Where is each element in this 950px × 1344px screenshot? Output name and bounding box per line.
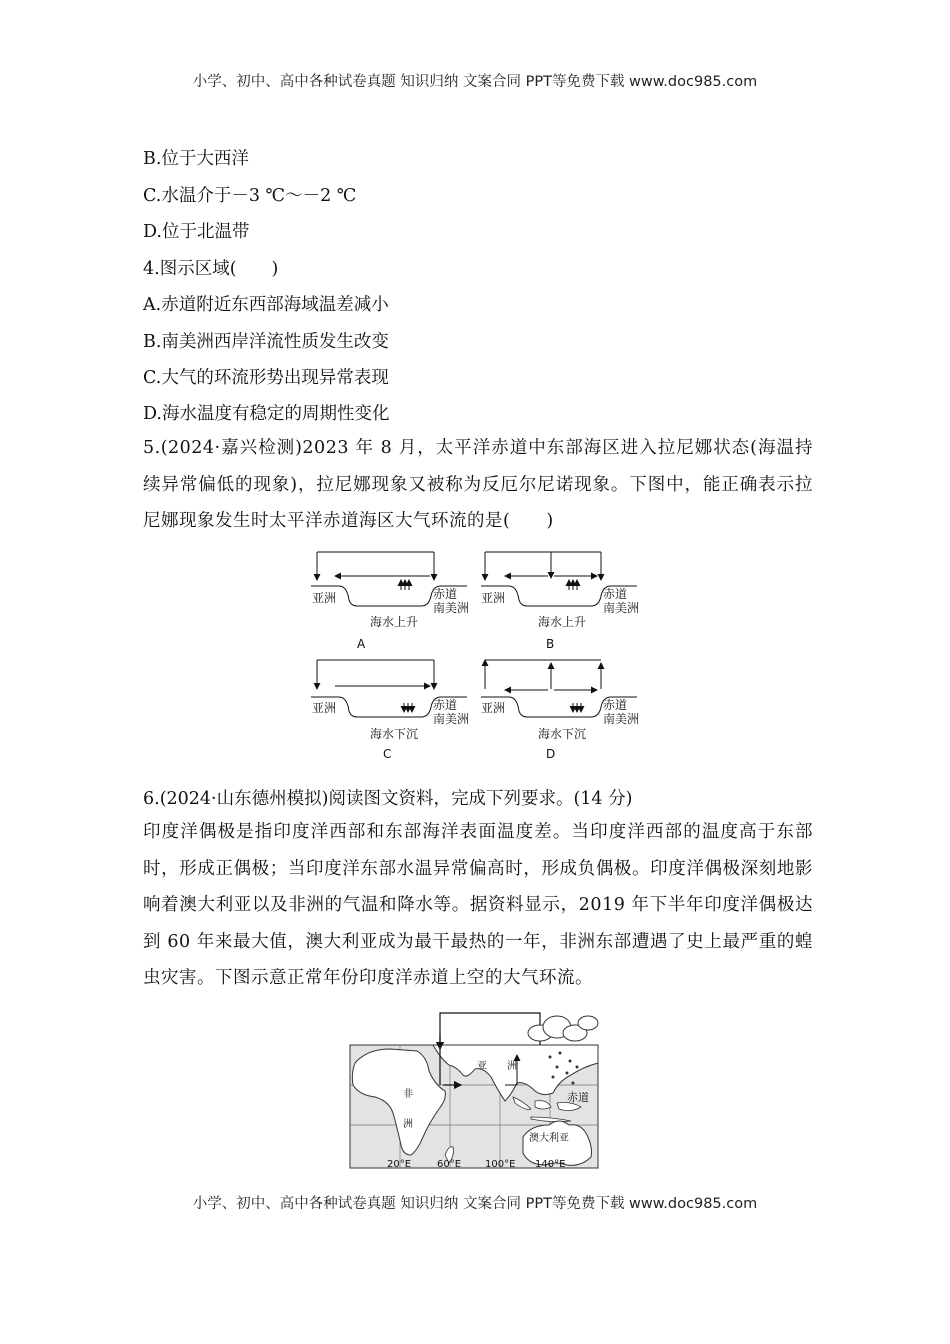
label-south-america-b: 南美洲 bbox=[603, 601, 640, 615]
map-label-africa2: 洲 bbox=[403, 1119, 413, 1130]
label-south-america-c: 南美洲 bbox=[433, 712, 470, 726]
map-label-africa1: 非 bbox=[403, 1089, 413, 1100]
label-asia-b: 亚洲 bbox=[481, 591, 506, 605]
label-equator-b: 赤道 bbox=[603, 587, 628, 601]
page-footer: 小学、初中、高中各种试卷真题 知识归纳 文案合同 PPT等免费下载 www.doc985.com bbox=[192, 1196, 758, 1212]
label-asia-c: 亚洲 bbox=[312, 701, 337, 715]
q6-stem: 6.(2024·山东德州模拟)阅读图文资料，完成下列要求。(14 分) bbox=[143, 789, 633, 809]
map-tick-60e: 60°E bbox=[437, 1159, 462, 1170]
label-sinking-c: 海水下沉 bbox=[370, 727, 419, 741]
label-asia-d: 亚洲 bbox=[481, 701, 506, 715]
label-south-america-d: 南美洲 bbox=[603, 712, 640, 726]
cloud-icon bbox=[528, 1016, 598, 1041]
q4-option-b: B.南美洲西岸洋流性质发生改变 bbox=[143, 332, 389, 352]
label-upwelling-a: 海水上升 bbox=[370, 615, 419, 629]
map-tick-100e: 100°E bbox=[485, 1159, 516, 1170]
panel-label-c: C bbox=[383, 747, 392, 761]
panel-label-b: B bbox=[546, 637, 555, 651]
q3-option-b: B.位于大西洋 bbox=[143, 149, 249, 169]
map-label-equator: 赤道 bbox=[567, 1091, 589, 1104]
label-equator-a: 赤道 bbox=[433, 587, 458, 601]
map-label-asia2: 洲 bbox=[507, 1061, 517, 1072]
panel-label-d: D bbox=[546, 747, 556, 761]
map-tick-20e: 20°E bbox=[387, 1159, 412, 1170]
label-sinking-d: 海水下沉 bbox=[538, 727, 587, 741]
label-upwelling-b: 海水上升 bbox=[538, 615, 587, 629]
q4-option-c: C.大气的环流形势出现异常表现 bbox=[143, 368, 389, 388]
q6-indian-ocean-map bbox=[345, 1005, 615, 1177]
q4-option-a: A.赤道附近东西部海域温差减小 bbox=[143, 295, 389, 315]
label-asia-a: 亚洲 bbox=[312, 591, 337, 605]
map-label-australia: 澳大利亚 bbox=[529, 1133, 569, 1144]
label-equator-c: 赤道 bbox=[433, 698, 458, 712]
page-header: 小学、初中、高中各种试卷真题 知识归纳 文案合同 PPT等免费下载 www.doc985.com bbox=[192, 74, 758, 90]
q6-paragraph: 印度洋偶极是指印度洋西部和东部海洋表面温度差。当印度洋西部的温度高于东部时，形成正偶极；当印度洋东部水温异常偏高时，形成负偶极。印度洋偶极深刻地影响着澳大利亚以及非洲的气温和降水等。据资料显示，2019 年下半年印度洋偶极达到 60 年来最大值，澳大利亚成为最干最热的一年，非洲东部遭遇了史上最严重的蝗虫灾害。下图示意正常年份印度洋赤道上空的大气环流。 bbox=[143, 822, 813, 988]
q3-option-d: D.位于北温带 bbox=[143, 222, 250, 242]
label-south-america-a: 南美洲 bbox=[433, 601, 470, 615]
q5-stem: 5.(2024·嘉兴检测)2023 年 8 月，太平洋赤道中东部海区进入拉尼娜状态(海温持续异常偏低的现象)，拉尼娜现象又被称为反厄尔尼诺现象。下图中，能正确表示拉尼娜现象发生时太平洋赤道海区大气环流的是( ) bbox=[143, 438, 813, 531]
panel-label-a: A bbox=[357, 637, 366, 651]
q4-stem: 4.图示区域( ) bbox=[143, 259, 279, 279]
map-tick-140e: 140°E bbox=[535, 1159, 566, 1170]
q5-circulation-diagrams bbox=[305, 540, 655, 765]
q3-option-c: C.水温介于－3 ℃～－2 ℃ bbox=[143, 186, 357, 206]
label-equator-d: 赤道 bbox=[603, 698, 628, 712]
map-label-asia1: 亚 bbox=[477, 1061, 487, 1072]
q4-option-d: D.海水温度有稳定的周期性变化 bbox=[143, 404, 390, 424]
